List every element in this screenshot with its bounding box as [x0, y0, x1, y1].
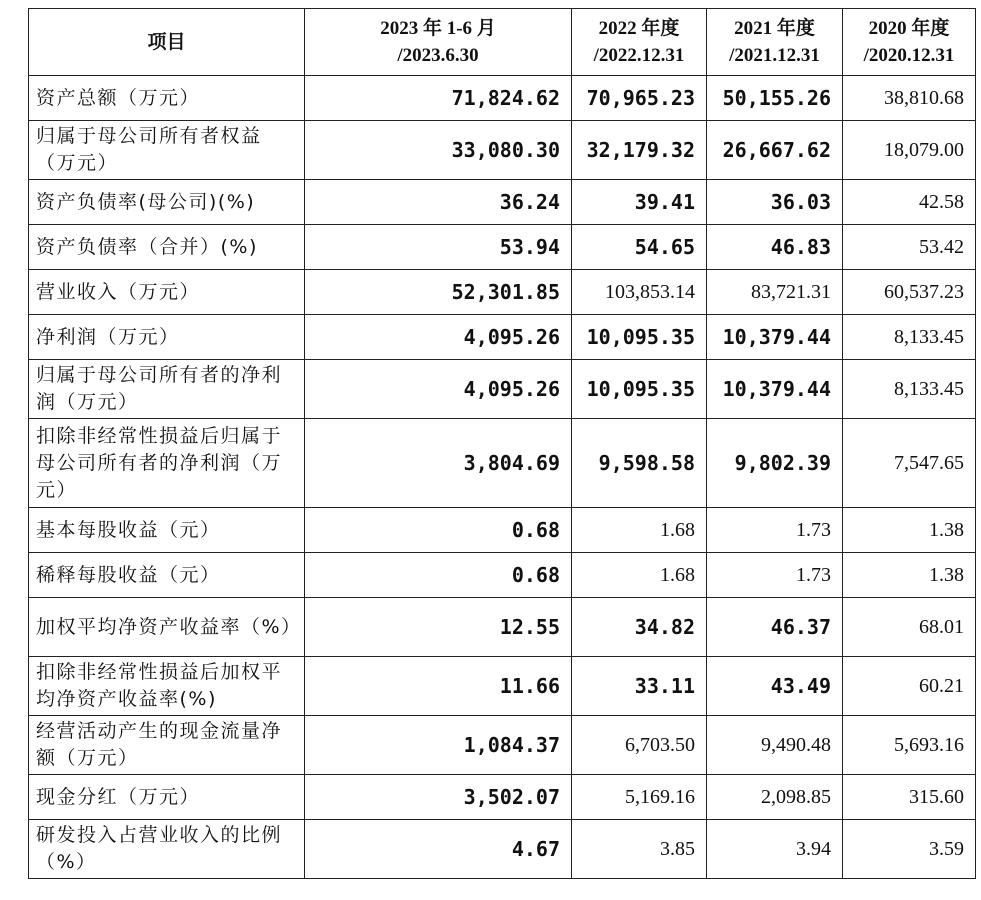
cell-2020: 315.60 — [843, 775, 976, 820]
cell-2021: 50,155.26 — [707, 76, 843, 121]
table-header-row — [29, 9, 976, 76]
cell-2020: 3.59 — [843, 820, 976, 879]
cell-2022: 9,598.58 — [572, 419, 707, 508]
row-label: 资产负债率（合并）(%) — [29, 225, 305, 270]
cell-2020: 38,810.68 — [843, 76, 976, 121]
financial-indicators-table — [28, 8, 976, 879]
cell-2022: 70,965.23 — [572, 76, 707, 121]
cell-2021: 1.73 — [707, 508, 843, 553]
header-2023h1: 2023 年 1-6 月 /2023.6.30 — [305, 9, 572, 76]
cell-2023h1: 36.24 — [305, 180, 572, 225]
cell-2023h1: 71,824.62 — [305, 76, 572, 121]
row-label: 扣除非经常性损益后加权平均净资产收益率(%) — [29, 657, 305, 716]
cell-2022: 10,095.35 — [572, 360, 707, 419]
cell-2023h1: 4,095.26 — [305, 315, 572, 360]
header-item: 项目 — [29, 9, 305, 76]
cell-2023h1: 1,084.37 — [305, 716, 572, 775]
table-row — [29, 360, 976, 419]
table-row — [29, 716, 976, 775]
cell-2022: 3.85 — [572, 820, 707, 879]
table-row — [29, 657, 976, 716]
cell-2021: 26,667.62 — [707, 121, 843, 180]
row-label: 现金分红（万元） — [29, 775, 305, 820]
cell-2023h1: 53.94 — [305, 225, 572, 270]
cell-2021: 43.49 — [707, 657, 843, 716]
table-row — [29, 121, 976, 180]
cell-2023h1: 0.68 — [305, 508, 572, 553]
cell-2022: 33.11 — [572, 657, 707, 716]
cell-2022: 39.41 — [572, 180, 707, 225]
cell-2020: 5,693.16 — [843, 716, 976, 775]
cell-2022: 5,169.16 — [572, 775, 707, 820]
table-row — [29, 76, 976, 121]
table-row — [29, 419, 976, 508]
cell-2021: 1.73 — [707, 553, 843, 598]
cell-2023h1: 4,095.26 — [305, 360, 572, 419]
cell-2020: 42.58 — [843, 180, 976, 225]
row-label: 经营活动产生的现金流量净额（万元） — [29, 716, 305, 775]
cell-2023h1: 12.55 — [305, 598, 572, 657]
row-label: 加权平均净资产收益率（%） — [29, 598, 305, 657]
table-row — [29, 775, 976, 820]
cell-2022: 6,703.50 — [572, 716, 707, 775]
cell-2023h1: 4.67 — [305, 820, 572, 879]
cell-2020: 8,133.45 — [843, 315, 976, 360]
cell-2023h1: 0.68 — [305, 553, 572, 598]
cell-2021: 10,379.44 — [707, 315, 843, 360]
cell-2022: 32,179.32 — [572, 121, 707, 180]
table-row — [29, 225, 976, 270]
row-label: 扣除非经常性损益后归属于母公司所有者的净利润（万元） — [29, 419, 305, 508]
cell-2021: 36.03 — [707, 180, 843, 225]
cell-2021: 83,721.31 — [707, 270, 843, 315]
cell-2021: 46.37 — [707, 598, 843, 657]
row-label: 稀释每股收益（元） — [29, 553, 305, 598]
cell-2020: 68.01 — [843, 598, 976, 657]
cell-2020: 53.42 — [843, 225, 976, 270]
cell-2021: 2,098.85 — [707, 775, 843, 820]
cell-2021: 10,379.44 — [707, 360, 843, 419]
cell-2021: 9,490.48 — [707, 716, 843, 775]
table-row — [29, 508, 976, 553]
cell-2023h1: 11.66 — [305, 657, 572, 716]
header-2020: 2020 年度 /2020.12.31 — [843, 9, 976, 76]
cell-2020: 8,133.45 — [843, 360, 976, 419]
cell-2022: 1.68 — [572, 553, 707, 598]
row-label: 资产负债率(母公司)(%) — [29, 180, 305, 225]
cell-2022: 103,853.14 — [572, 270, 707, 315]
table-row — [29, 315, 976, 360]
row-label: 基本每股收益（元） — [29, 508, 305, 553]
header-2022: 2022 年度 /2022.12.31 — [572, 9, 707, 76]
cell-2022: 34.82 — [572, 598, 707, 657]
table-row — [29, 820, 976, 879]
row-label: 净利润（万元） — [29, 315, 305, 360]
row-label: 归属于母公司所有者权益（万元） — [29, 121, 305, 180]
cell-2022: 1.68 — [572, 508, 707, 553]
cell-2021: 9,802.39 — [707, 419, 843, 508]
cell-2020: 7,547.65 — [843, 419, 976, 508]
row-label: 归属于母公司所有者的净利润（万元） — [29, 360, 305, 419]
cell-2020: 60,537.23 — [843, 270, 976, 315]
cell-2020: 18,079.00 — [843, 121, 976, 180]
cell-2023h1: 52,301.85 — [305, 270, 572, 315]
cell-2022: 10,095.35 — [572, 315, 707, 360]
row-label: 研发投入占营业收入的比例（%） — [29, 820, 305, 879]
cell-2023h1: 3,804.69 — [305, 419, 572, 508]
table-row — [29, 553, 976, 598]
cell-2020: 60.21 — [843, 657, 976, 716]
cell-2021: 46.83 — [707, 225, 843, 270]
cell-2023h1: 3,502.07 — [305, 775, 572, 820]
cell-2023h1: 33,080.30 — [305, 121, 572, 180]
header-2021: 2021 年度 /2021.12.31 — [707, 9, 843, 76]
cell-2021: 3.94 — [707, 820, 843, 879]
cell-2020: 1.38 — [843, 553, 976, 598]
table-row — [29, 598, 976, 657]
row-label: 营业收入（万元） — [29, 270, 305, 315]
table-row — [29, 270, 976, 315]
cell-2022: 54.65 — [572, 225, 707, 270]
row-label: 资产总额（万元） — [29, 76, 305, 121]
cell-2020: 1.38 — [843, 508, 976, 553]
table-row — [29, 180, 976, 225]
